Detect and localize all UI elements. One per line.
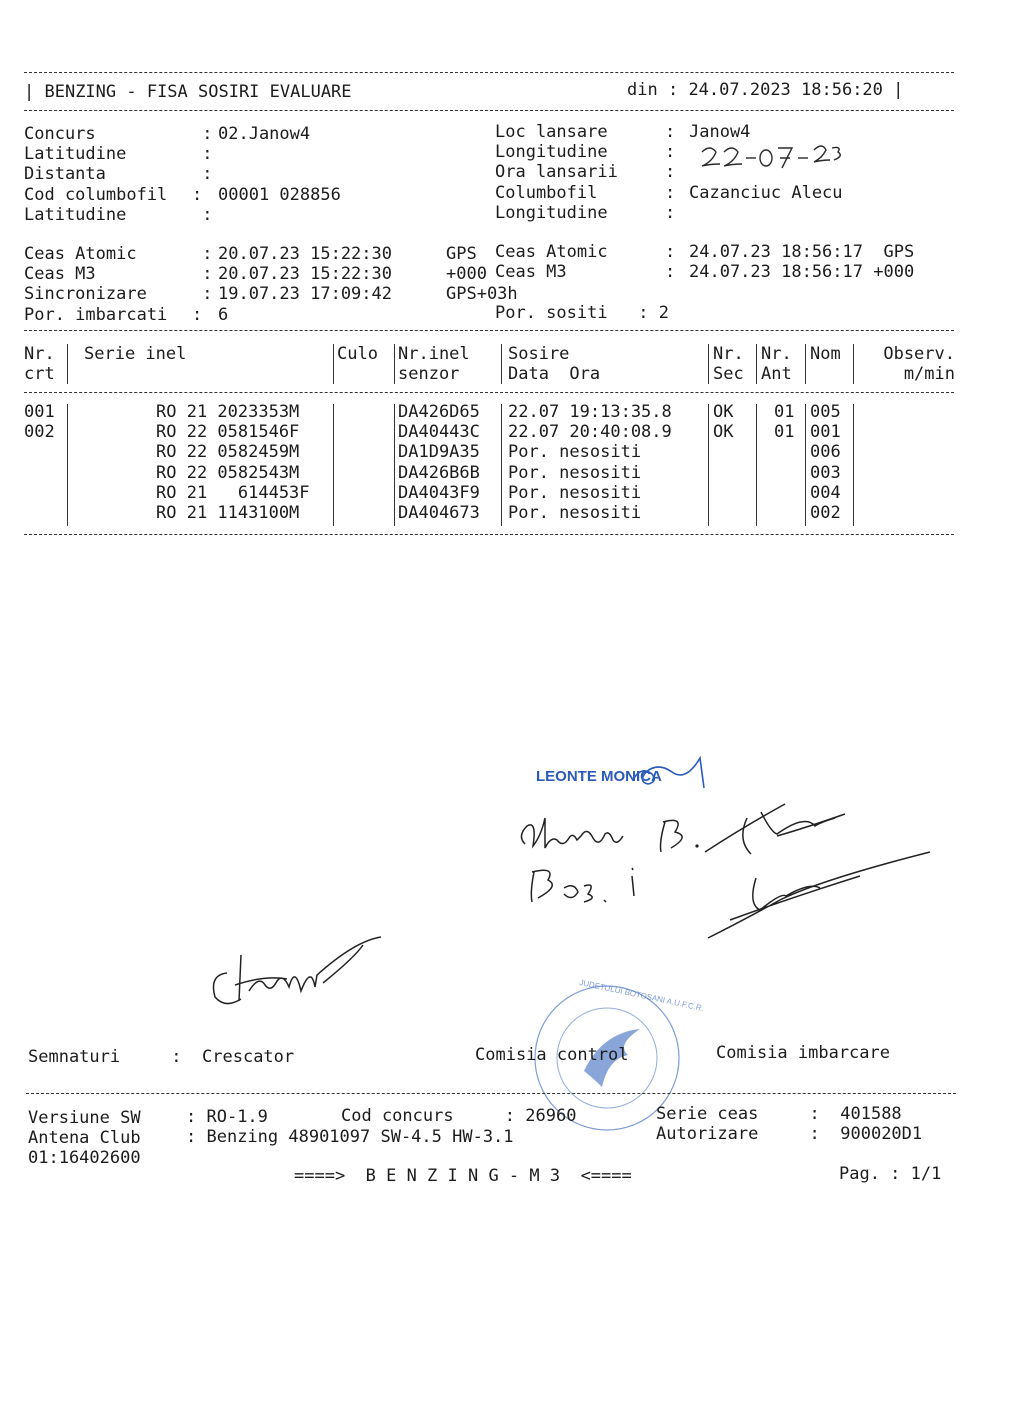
divider	[24, 110, 954, 111]
signature-bos	[520, 852, 940, 952]
divider	[26, 1093, 956, 1094]
cod-concurs-value: 26960	[525, 1106, 577, 1126]
col-ant: 01 01	[774, 402, 795, 443]
th-sec: Nr. Sec	[713, 344, 744, 385]
th-serie: Serie inel	[84, 344, 187, 364]
divider	[24, 330, 954, 331]
contest-labels-right: Loc lansare Longitudine Ora lansarii Columbofil Longitudine	[495, 122, 618, 223]
col-serie: RO 21 2023353M RO 22 0581546F RO 22 0582459M RO 22 0582543M RO 21 614453F RO 21 1143100M	[156, 402, 310, 524]
th-nr: Nr. crt	[24, 344, 55, 385]
por-imbarcati-value: 6	[218, 304, 229, 325]
table-row: 001	[24, 402, 55, 422]
th-ant: Nr. Ant	[761, 344, 792, 385]
autorizare-value: 900020D1	[840, 1124, 923, 1145]
cod-columbofil-value: 00001 028856	[218, 184, 341, 205]
clock-colons-left: : : : :	[192, 244, 213, 325]
clock-labels-right: Ceas Atomic Ceas M3	[495, 242, 608, 283]
signatures-label: Semnaturi : Crescator	[28, 1047, 295, 1067]
col-nr	[24, 402, 55, 442]
table-row: 002	[24, 422, 55, 443]
stamp-name: LEONTE MONICA	[536, 768, 662, 785]
benzing-banner: ====> B E N Z I N G - M 3 <====	[294, 1166, 632, 1186]
signature-monica	[630, 748, 720, 803]
header-bar: | BENZING - FISA SOSIRI EVALUARE	[24, 82, 352, 102]
footer-values-left: : RO-1.9 : Benzing 48901097 SW-4.5 HW-3.1	[186, 1107, 514, 1148]
divider	[24, 72, 954, 73]
contest-values-left	[218, 124, 341, 205]
concurs-value: 02.Janow4	[218, 124, 311, 144]
comisia-control-label: Comisia control	[475, 1045, 629, 1065]
th-sosire: Sosire Data Ora	[508, 344, 601, 385]
clock-suffix-left: GPS +000 GPS+03h	[446, 244, 518, 305]
signature-crescator	[205, 935, 395, 1020]
clock-colons-right: : :	[665, 242, 676, 283]
clock-values-left: 20.07.23 15:22:30 20.07.23 15:22:30 19.07.23 17:09:42 6	[218, 244, 392, 325]
report-datetime: 24.07.2023 18:56:20	[688, 80, 883, 100]
columbofil-value: Cazanciuc Alecu	[689, 182, 843, 203]
report-datetime-line: din : 24.07.2023 18:56:20 |	[627, 80, 904, 100]
page-number: Pag. : 1/1	[839, 1164, 942, 1184]
footer-labels-right: Serie ceas : 401588 Autorizare : 900020D1	[656, 1104, 923, 1145]
club-code: 01:16402600	[28, 1148, 141, 1169]
contest-labels-left: Concurs Latitudine Distanta Cod columbofil Latitudine	[24, 124, 168, 225]
divider	[24, 392, 954, 393]
clock-labels-left: Ceas Atomic Ceas M3 Sincronizare Por. imbarcati	[24, 244, 168, 325]
th-culo: Culo	[337, 344, 378, 364]
th-observ: Observ. m/min	[883, 344, 955, 385]
loc-lansare-value: Janow4	[689, 122, 751, 142]
comisia-imbarcare-label: Comisia imbarcare	[716, 1043, 890, 1063]
por-sositi-value: 2	[658, 303, 670, 323]
crescator-label: Crescator	[202, 1047, 295, 1067]
contest-colons-left: : : : : :	[192, 124, 213, 225]
footer-labels-left: Versiune SW Antena Club 01:16402600	[28, 1108, 141, 1169]
cod-concurs-line: Cod concurs : 26960	[341, 1106, 577, 1126]
por-sositi-line: Por. sositi : 2	[495, 303, 670, 323]
th-nom: Nom	[810, 344, 841, 364]
handwritten-date	[696, 142, 846, 179]
report-title: BENZING - FISA SOSIRI EVALUARE	[44, 82, 352, 102]
col-nom: 005 001 006 003 004 002	[810, 402, 841, 524]
serie-ceas-value: 401588	[840, 1104, 902, 1124]
clock-values-right: 24.07.23 18:56:17 GPS 24.07.23 18:56:17 +000	[689, 242, 915, 283]
divider	[24, 534, 954, 535]
th-nrinel: Nr.inel senzor	[398, 344, 470, 385]
stamp-text: JUDETULUI BOTOSANI A.U.F.C.R.	[578, 977, 705, 1014]
contest-colons-right: : : : : :	[665, 122, 676, 223]
col-senzor: DA426D65 DA40443C DA1D9A35 DA426B6B DA4043F9 DA404673	[398, 402, 480, 524]
col-sec: OK OK	[713, 402, 734, 443]
col-sosire: 22.07 19:13:35.8 22.07 20:40:08.9 Por. nesositi Por. nesositi Por. nesositi Por. nesositi	[508, 402, 672, 524]
